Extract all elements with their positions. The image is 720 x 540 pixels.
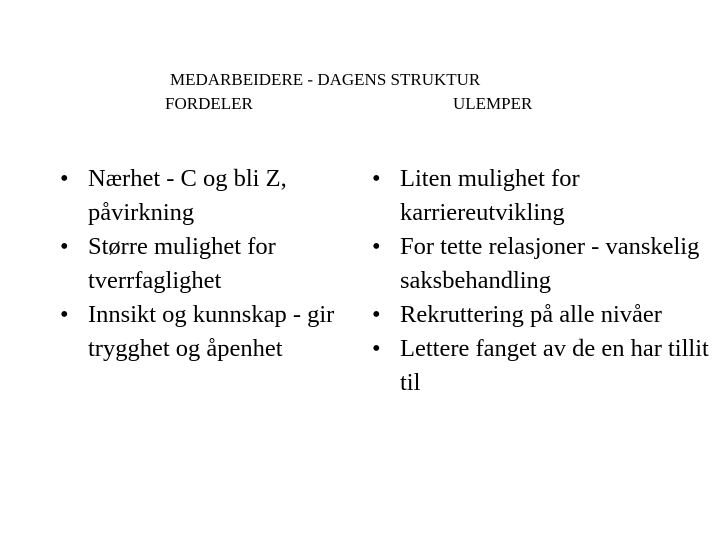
fordeler-item <box>60 162 360 230</box>
ulemper-heading: ULEMPER <box>453 94 533 113</box>
ulemper-item-text: Rekruttering på alle nivåer <box>400 301 662 328</box>
fordeler-item <box>60 298 360 366</box>
ulemper-item <box>372 332 712 400</box>
bullet-icon: • <box>372 233 381 260</box>
ulemper-item <box>372 298 712 332</box>
bullet-icon: • <box>372 301 381 328</box>
fordeler-item-text: Innsikt og kunnskap - gir trygghet og åpenhet <box>88 301 335 362</box>
ulemper-item-text: Liten mulighet for karriereutvikling <box>400 165 580 226</box>
bullet-icon: • <box>60 233 69 260</box>
bullet-icon: • <box>372 335 381 362</box>
bullet-icon: • <box>372 165 381 192</box>
fordeler-item-text: Nærhet - C og bli Z, påvirkning <box>88 165 287 226</box>
bullet-icon: • <box>60 165 69 192</box>
ulemper-item <box>372 162 712 230</box>
ulemper-item-text: Lettere fanget av de en har tillit til <box>400 335 709 396</box>
ulemper-item-text: For tette relasjoner - vanskelig saksbehandling <box>400 233 700 294</box>
ulemper-item <box>372 230 712 298</box>
fordeler-item-text: Større mulighet for tverrfaglighet <box>88 233 276 294</box>
slide-title: MEDARBEIDERE - DAGENS STRUKTUR <box>170 70 481 89</box>
fordeler-list <box>60 162 360 366</box>
fordeler-heading: FORDELER <box>165 94 253 113</box>
ulemper-list <box>372 162 712 400</box>
fordeler-item <box>60 230 360 298</box>
bullet-icon: • <box>60 301 69 328</box>
